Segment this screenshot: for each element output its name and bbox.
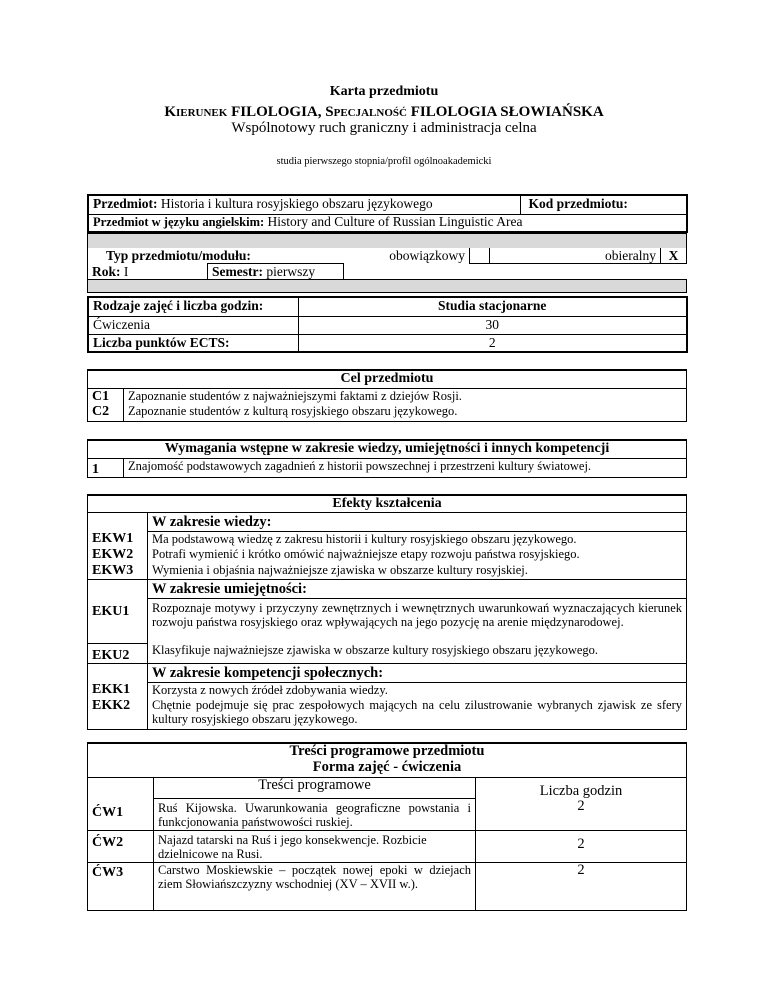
type-table (87, 233, 687, 293)
outcome-code: EKW1 (88, 531, 148, 547)
goal-title: Cel przedmiotu (88, 370, 687, 388)
goal-text: Zapoznanie studentów z kulturą rosyjskiego obszaru językowego. (124, 404, 687, 421)
hours-class-type: Ćwiczenia (88, 316, 298, 334)
subject-name-cell: Przedmiot: Historia i kultura rosyjskiego obszaru językowego (88, 195, 520, 214)
outcomes-title: Efekty kształcenia (88, 495, 687, 512)
outcome-code: EKK2 (88, 698, 148, 729)
outcome-code: EKU2 (88, 643, 148, 663)
outcome-code: EKW2 (88, 547, 148, 563)
subtitle: Wspólnotowy ruch graniczny i administracja celna (231, 120, 537, 136)
hours-class-count: 30 (298, 316, 687, 334)
outcome-code: EKU1 (88, 598, 148, 643)
goal-code: C1 (88, 388, 124, 404)
content-code: ĆW3 (88, 863, 154, 911)
content-text: Najazd tatarski na Ruś i jego konsekwencje. Rozbicie dzielnicowe na Rusi. (154, 831, 476, 863)
outcome-text: Korzysta z nowych źródeł zdobywania wiedzy. (148, 682, 687, 698)
elective-label: obieralny (490, 248, 661, 264)
outcome-text: Potrafi wymienić i krótko omówić najważniejsze etapy rozwoju państwa rosyjskiego. (148, 547, 687, 563)
content-text: Ruś Kijowska. Uwarunkowania geograficzne powstania i funkcjonowania państwowości ruskiej. (154, 799, 476, 831)
obligatory-label: obowiązkowy (344, 248, 470, 264)
type-label: Typ przedmiotu/modułu: (88, 248, 344, 264)
gray-separator (88, 234, 687, 248)
social-title: W zakresie kompetencji społecznych: (148, 663, 687, 682)
requirements-table (87, 439, 687, 478)
content-hours: 2 (476, 799, 687, 831)
content-code: ĆW1 (88, 799, 154, 831)
requirement-text: Znajomość podstawowych zagadnień z historii powszechnej i przestrzeni kultury światowej. (124, 458, 687, 477)
ects-label: Liczba punktów ECTS: (88, 334, 298, 352)
obligatory-box (470, 248, 490, 264)
content-title: Treści programowe przedmiotu (88, 743, 687, 760)
goal-code: C2 (88, 404, 124, 421)
content-table (87, 742, 687, 911)
content-code: ĆW2 (88, 831, 154, 863)
outcome-text: Rozpoznaje motywy i przyczyny zewnętrznych i wewnętrznych uwarunkowań wyznaczających kierunek rozwoju państwa rosyjskiego oraz wpływających na jego pozycję na arenie międzynarodowej. (148, 598, 687, 643)
semester-cell: Semestr: pierwszy (208, 264, 344, 280)
ects-value: 2 (298, 334, 687, 352)
outcome-text: Chętnie podejmuje się prac zespołowych mających na celu zilustrowanie wybranych zjawisk ze sfery kultury rosyjskiego obszaru językowego. (148, 698, 687, 729)
goal-text: Zapoznanie studentów z najważniejszymi faktami z dziejów Rosji. (124, 388, 687, 404)
study-level: studia pierwszego stopnia/profil ogólnoakademicki (276, 156, 492, 167)
hours-column-header: Liczba godzin (476, 777, 687, 799)
subject-table (87, 194, 688, 233)
elective-mark: X (661, 248, 687, 264)
gray-separator-2 (88, 280, 687, 293)
hours-table (87, 296, 688, 353)
content-column-header: Treści programowe (154, 777, 476, 799)
outcome-text: Ma podstawową wiedzę z zakresu historii i kultury rosyjskiego obszaru językowego. (148, 531, 687, 547)
direction-line: KIERUNEK FILOLOGIA, SPECJALNOŚĆ FILOLOGIA SŁOWIAŃSKA (164, 104, 604, 120)
content-text: Carstwo Moskiewskie – początek nowej epoki w dziejach ziem Słowiańszczyzny wschodniej (XV – XVII w.). (154, 863, 476, 911)
content-form: Forma zajęć - ćwiczenia (88, 760, 687, 777)
hours-header-right: Studia stacjonarne (298, 297, 687, 316)
outcomes-table (87, 494, 687, 730)
skills-title: W zakresie umiejętności: (148, 579, 687, 598)
outcome-code: EKW3 (88, 563, 148, 579)
hours-header-left: Rodzaje zajęć i liczba godzin: (88, 297, 298, 316)
content-hours: 2 (476, 831, 687, 863)
requirements-title: Wymagania wstępne w zakresie wiedzy, umiejętności i innych kompetencji (88, 440, 687, 458)
outcome-code: EKK1 (88, 682, 148, 698)
knowledge-title: W zakresie wiedzy: (148, 512, 687, 531)
year-cell: Rok: I (88, 264, 208, 280)
content-hours: 2 (476, 863, 687, 911)
document-title: Karta przedmiotu (329, 84, 439, 99)
requirement-code: 1 (88, 458, 124, 477)
subject-code-cell: Kod przedmiotu: (520, 195, 687, 214)
subject-english-cell: Przedmiot w języku angielskim: History and Culture of Russian Linguistic Area (88, 214, 687, 232)
goal-table (87, 369, 687, 422)
outcome-text: Klasyfikuje najważniejsze zjawiska w obszarze kultury rosyjskiego obszaru językowego. (148, 643, 687, 663)
outcome-text: Wymienia i objaśnia najważniejsze zjawiska w obszarze kultury rosyjskiej. (148, 563, 687, 579)
